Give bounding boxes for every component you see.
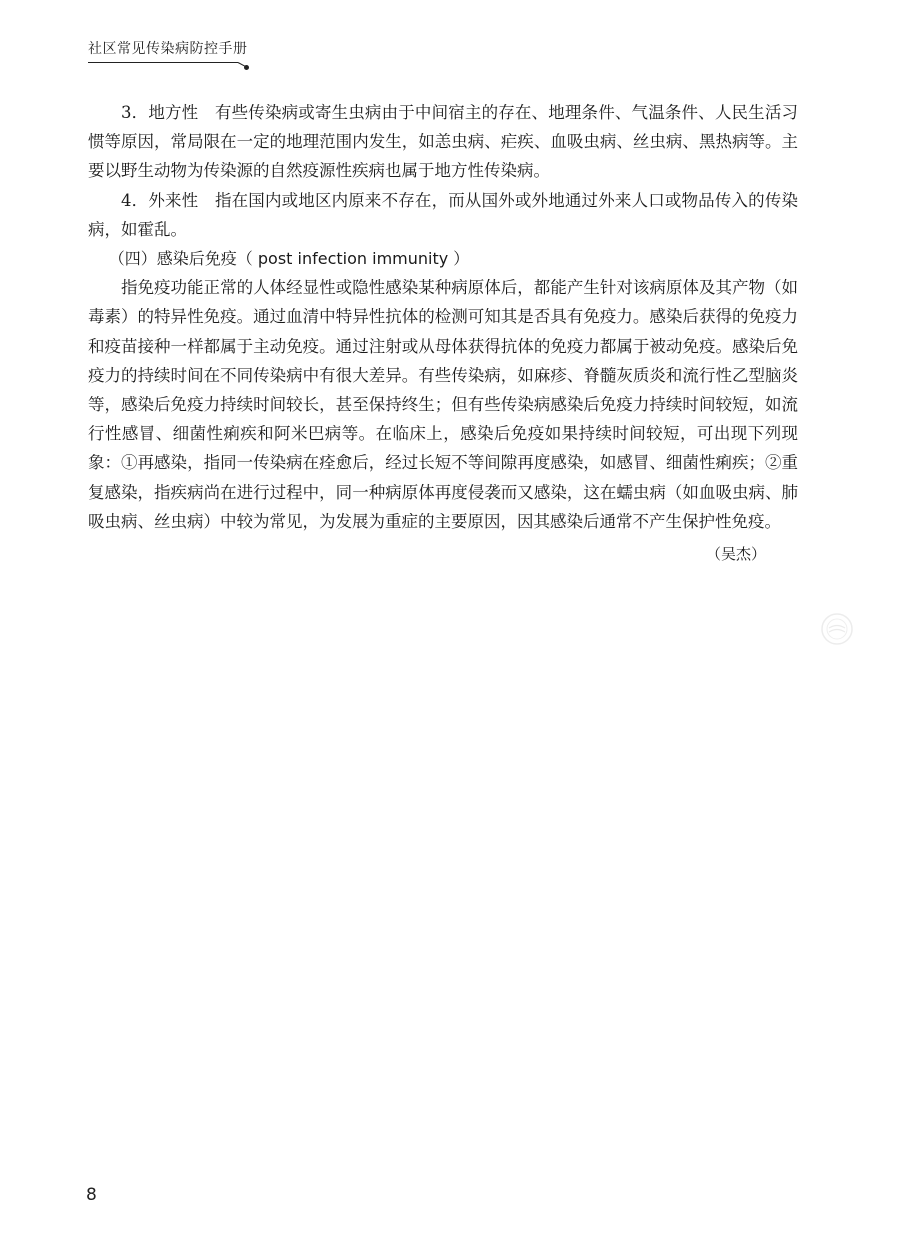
paragraph-local-character: 3．地方性 有些传染病或寄生虫病由于中间宿主的存在、地理条件、气温条件、人民生活习惯等原因，常局限在一定的地理范围内发生，如恙虫病、疟疾、血吸虫病、丝虫病、黑热病等。主要以野生动物为传染源的自然疫源性疾病也属于地方性传染病。 [88,103,798,181]
running-header [88,38,250,72]
header-dot [244,65,249,70]
paragraph-post-infection-immunity: 指免疫功能正常的人体经显性或隐性感染某种病原体后，都能产生针对该病原体及其产物（如毒素）的特异性免疫。通过血清中特异性抗体的检测可知其是否具有免疫力。感染后获得的免疫力和疫苗接种一样都属于主动免疫。通过注射或从母体获得抗体的免疫力都属于被动免疫。感染后免疫力的持续时间在不同传染病中有很大差异。有些传染病，如麻疹、脊髓灰质炎和流行性乙型脑炎等，感染后免疫力持续时间较长，甚至保持终生；但有些传染病感染后免疫力持续时间较短，如流行性感冒、细菌性痢疾和阿米巴病等。在临床上，感染后免疫如果持续时间较短，可出现下列现象：①再感染，指同一传染病在痊愈后，经过长短不等间隙再度感染，如感冒、细菌性痢疾；②重复感染，指疾病尚在进行过程中，同一种病原体再度侵袭而又感染，这在蠕虫病（如血吸虫病、肺吸虫病、丝虫病）中较为常见，为发展为重症的主要原因，因其感染后通常不产生保护性免疫。 [88,278,798,531]
page-body [88,98,798,569]
paragraph-imported-character: 4．外来性 指在国内或地区内原来不存在，而从国外或外地通过外来人口或物品传入的传染病，如霍乱。 [88,190,798,239]
running-title: 社区常见传染病防控手册 [88,41,248,57]
page-number: 8 [86,1185,97,1205]
header-rule [88,62,238,63]
author-credit: （吴杰） [705,545,766,564]
publisher-watermark-icon [820,612,854,646]
section-heading-post-infection-immunity: （四）感染后免疫（ post infection immunity ） [108,249,470,269]
